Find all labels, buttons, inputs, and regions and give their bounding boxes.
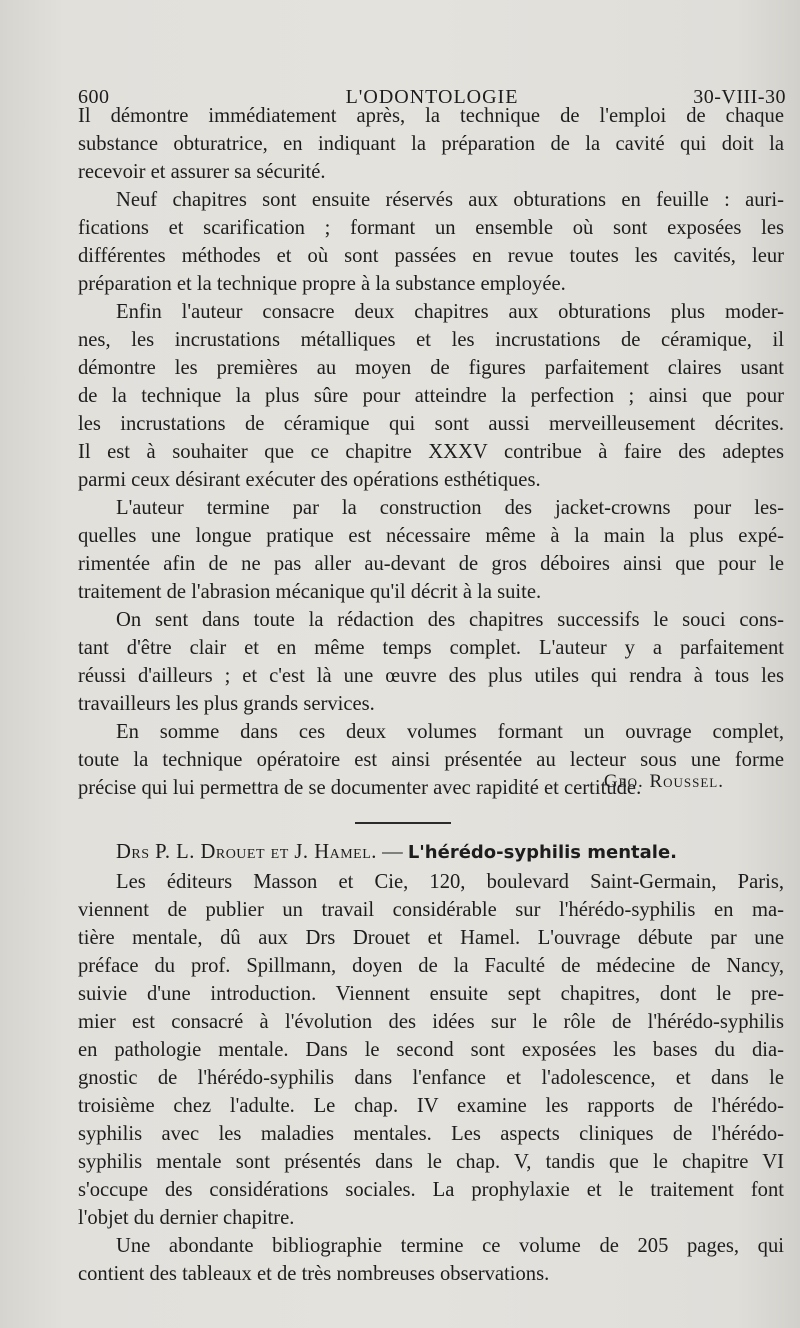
text-line: démontre les premières au moyen de figures parfaitement claires usant [78,357,784,379]
text-line: viennent de publier un travail considérable sur l'hérédo-syphilis en ma- [78,899,784,921]
text-line: contient des tableaux et de très nombreuses observations. [78,1263,550,1285]
text-line: quelles une longue pratique est nécessaire même à la main la plus expé- [78,525,784,547]
text-line: parmi ceux désirant exécuter des opérations esthétiques. [78,469,541,491]
review-heading [116,838,784,867]
text-line: Il démontre immédiatement après, la technique de l'emploi de chaque [78,105,784,127]
text-line: recevoir et assurer sa sécurité. [78,161,326,183]
text-line: suivie d'une introduction. Viennent ensuite sept chapitres, dont le pre- [78,983,784,1005]
text-line: syphilis avec les maladies mentales. Les aspects cliniques de l'hérédo- [78,1123,784,1145]
text-line: travailleurs les plus grands services. [78,693,375,715]
text-line: nes, les incrustations métalliques et les incrustations de céramique, il [78,329,784,351]
text-line: En somme dans ces deux volumes formant un ouvrage complet, [116,721,784,743]
text-line: tant d'être clair et en même temps complet. L'auteur y a parfaitement [78,637,784,659]
text-line: l'objet du dernier chapitre. [78,1207,295,1229]
text-line: Les éditeurs Masson et Cie, 120, boulevard Saint-Germain, Paris, [116,871,784,893]
issue-date: 30-VIII-30 [693,86,786,108]
text-line: Il est à souhaiter que ce chapitre XXXV contribue à faire des adeptes [78,441,784,463]
text-line: différentes méthodes et où sont passées en revue toutes les cavités, leur [78,245,784,267]
text-line: Enfin l'auteur consacre deux chapitres aux obturations plus moder- [116,301,784,323]
text-line: Neuf chapitres sont ensuite réservés aux obturations en feuille : auri- [116,189,784,211]
text-line: L'auteur termine par la construction des jacket-crowns pour les- [116,497,784,519]
text-line: gnostic de l'hérédo-syphilis dans l'enfance et l'adolescence, et dans le [78,1067,784,1089]
text-line: préface du prof. Spillmann, doyen de la Faculté de médecine de Nancy, [78,955,784,977]
text-line: traitement de l'abrasion mécanique qu'il décrit à la suite. [78,581,542,603]
text-line: réussi d'ailleurs ; et c'est là une œuvre des plus utiles qui rendra à tous les [78,665,784,687]
text-line: syphilis mentale sont présentés dans le chap. V, tandis que le chapitre VI [78,1151,784,1173]
text-line: On sent dans toute la rédaction des chapitres successifs le souci cons- [116,609,784,631]
text-line: fications et scarification ; formant un ensemble où sont exposées les [78,217,784,239]
text-line: de la technique la plus sûre pour atteindre la perfection ; ainsi que pour [78,385,784,407]
text-line: troisième chez l'adulte. Le chap. IV examine les rapports de l'hérédo- [78,1095,784,1117]
heading-dash: — [382,841,403,863]
text-line: les incrustations de céramique qui sont aussi merveilleusement décrites. [78,413,784,435]
text-line: préparation et la technique propre à la substance employée. [78,273,566,295]
text-line: s'occupe des considérations sociales. La prophylaxie et le traitement font [78,1179,784,1201]
text-line: substance obturatrice, en indiquant la préparation de la cavité qui doit la [78,133,784,155]
book-title: L'hérédo-syphilis mentale. [407,842,678,863]
review-authors: Drs P. L. Drouet et J. Hamel. [116,841,377,863]
journal-title: L'ODONTOLOGIE [345,86,519,108]
review-signature: Geo. Roussel. [603,771,724,792]
text-line: rimentée afin de ne pas aller au-devant de gros déboires ainsi que pour le [78,553,784,575]
text-line: précise qui lui permettra de se documenter avec rapidité et certitude. [78,777,642,799]
text-line: toute la technique opératoire est ainsi présentée au lecteur sous une forme [78,749,784,771]
page-number: 600 [78,86,110,108]
text-line: mier est consacré à l'évolution des idées sur le rôle de l'hérédo-syphilis [78,1011,784,1033]
section-divider [355,822,451,824]
text-line: en pathologie mentale. Dans le second sont exposées les bases du dia- [78,1039,784,1061]
text-line: Une abondante bibliographie termine ce volume de 205 pages, qui [116,1235,784,1257]
text-line: tière mentale, dû aux Drs Drouet et Hamel. L'ouvrage débute par une [78,927,784,949]
